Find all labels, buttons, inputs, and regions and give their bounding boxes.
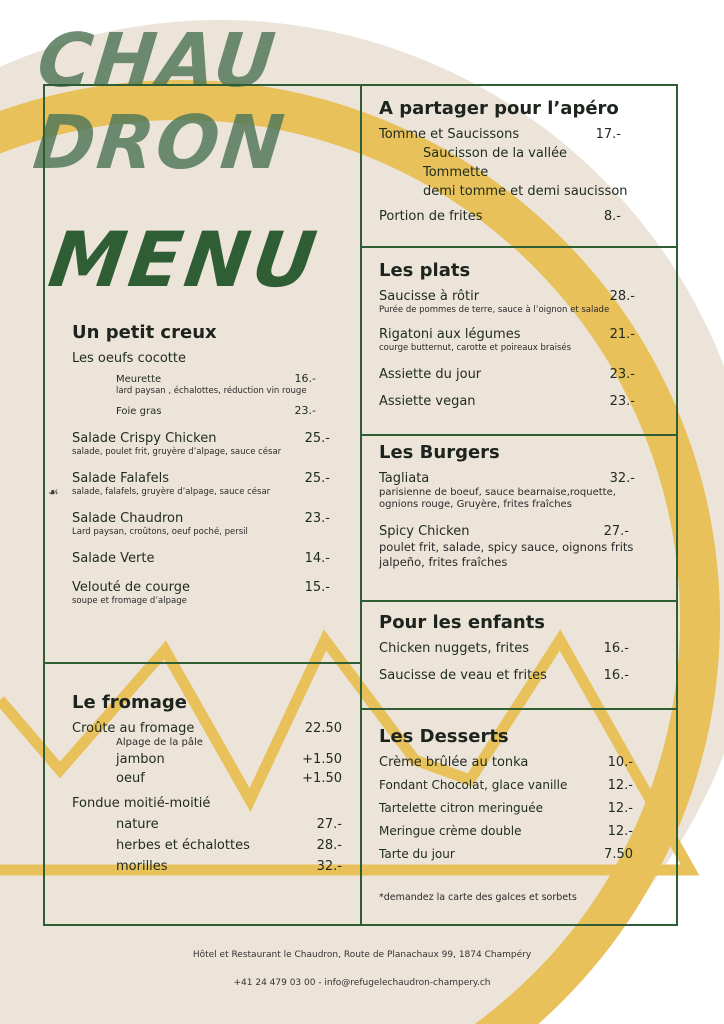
item-description: salade, falafels, gruyère d’alpage, sauce césar <box>72 487 271 497</box>
item-price: 16.- <box>603 641 629 656</box>
item-name: Fondant Chocolat, glace vanille <box>379 778 568 792</box>
section-heading: Le fromage <box>72 692 188 713</box>
item-detail: demi tomme et demi saucisson <box>423 184 628 199</box>
section-heading: Les plats <box>379 260 471 281</box>
item-price: 12.- <box>607 778 633 793</box>
title-dron: DRON <box>29 100 290 186</box>
item-name: Saucisse à rôtir <box>379 289 480 304</box>
item-name: jambon <box>116 752 165 767</box>
item-description: Lard paysan, croûtons, oeuf poché, persil <box>72 527 248 537</box>
item-price: 14.- <box>304 551 330 566</box>
item-price: 23.- <box>294 404 316 417</box>
item-detail: Saucisson de la vallée <box>423 146 568 161</box>
item-name: Salade Crispy Chicken <box>72 431 217 446</box>
item-name: oeuf <box>116 771 145 786</box>
item-name: Tomme et Saucissons <box>379 127 520 142</box>
item-description: poulet frit, salade, spicy sauce, oignons frits <box>379 540 634 554</box>
menu-item <box>72 351 330 366</box>
item-price: 23.- <box>609 367 635 382</box>
footer-contact: +41 24 479 03 00 - info@refugelechaudron-champery.ch <box>233 978 491 988</box>
menu-item <box>72 372 330 417</box>
item-name: Salade Chaudron <box>72 511 184 526</box>
item-description: jalpeño, frites fraîches <box>379 555 508 569</box>
section-enfants <box>379 612 629 683</box>
item-price: 21.- <box>609 327 635 342</box>
section-desserts <box>379 726 633 903</box>
item-name: Salade Verte <box>72 551 155 566</box>
item-price: 8.- <box>603 209 621 224</box>
item-price: 16.- <box>603 668 629 683</box>
menu-item <box>72 580 330 606</box>
item-price: 28.- <box>316 838 342 853</box>
section-petit-creux <box>72 322 330 614</box>
item-name: Assiette vegan <box>379 394 476 409</box>
section-plats <box>379 260 635 409</box>
item-name: Fondue moitié-moitié <box>72 796 211 811</box>
item-description: lard paysan , échalottes, réduction vin rouge <box>116 386 307 396</box>
item-name: Portion de frites <box>379 209 483 224</box>
menu-item <box>72 551 330 566</box>
item-price: 7.50 <box>604 847 633 862</box>
item-price: 27.- <box>316 817 342 832</box>
item-name: Chicken nuggets, frites <box>379 641 530 656</box>
menu-item <box>72 511 330 537</box>
item-name: Tagliata <box>379 471 430 486</box>
item-price: +1.50 <box>302 752 342 767</box>
item-name: Rigatoni aux légumes <box>379 327 521 342</box>
title-menu: MENU <box>43 215 326 304</box>
item-price: 17.- <box>595 127 621 142</box>
item-name: Les oeufs cocotte <box>72 351 186 366</box>
item-price: 16.- <box>294 372 316 385</box>
item-description: Alpage de la pâle <box>116 737 203 748</box>
item-description: ognions rouge, Gruyère, frites fraîches <box>379 499 572 510</box>
item-description: courge butternut, carotte et poireaux braisés <box>379 343 572 353</box>
section-burgers <box>379 442 669 569</box>
item-price: 23.- <box>609 394 635 409</box>
item-description: Purée de pommes de terre, sauce à l’oignon et salade <box>379 305 610 315</box>
item-price: 12.- <box>607 801 633 816</box>
section-apero <box>379 98 651 224</box>
item-price: 10.- <box>607 755 633 770</box>
item-price: 22.50 <box>304 721 342 736</box>
item-price: 28.- <box>609 289 635 304</box>
section-heading: A partager pour l’apéro <box>379 98 619 119</box>
dessert-note: *demandez la carte des galces et sorbets <box>379 892 577 903</box>
item-description: parisienne de boeuf, sauce bearnaise,roquette, <box>379 487 616 498</box>
menu-item <box>72 471 330 497</box>
footer-address: Hôtel et Restaurant le Chaudron, Route de Planachaux 99, 1874 Champéry <box>192 950 532 960</box>
section-heading: Pour les enfants <box>379 612 546 633</box>
menu-item <box>72 431 330 457</box>
item-price: 15.- <box>304 580 330 595</box>
item-name: Tartelette citron meringuée <box>379 801 544 815</box>
item-name: Spicy Chicken <box>379 524 470 539</box>
item-name: Salade Falafels <box>72 471 169 486</box>
section-heading: Un petit creux <box>72 322 217 343</box>
item-name: nature <box>116 817 159 832</box>
section-heading: Les Burgers <box>379 442 500 463</box>
item-price: 23.- <box>304 511 330 526</box>
item-name: Foie gras <box>116 406 162 417</box>
item-name: Tarte du jour <box>379 847 455 861</box>
item-name: Crème brûlée au tonka <box>379 755 529 770</box>
item-name: herbes et échalottes <box>116 838 250 853</box>
title-chau: CHAU <box>33 18 281 104</box>
item-name: Saucisse de veau et frites <box>379 668 547 683</box>
item-price: 32.- <box>609 471 635 486</box>
item-price: +1.50 <box>302 771 342 786</box>
item-name: Meurette <box>116 374 162 385</box>
item-name: Velouté de courge <box>72 580 191 595</box>
item-price: 27.- <box>603 524 629 539</box>
item-description: salade, poulet frit, gruyère d’alpage, sauce césar <box>72 447 282 457</box>
item-name: morilles <box>116 859 168 874</box>
item-price: 25.- <box>304 431 330 446</box>
item-name: Assiette du jour <box>379 367 482 382</box>
item-detail: Tommette <box>423 165 489 180</box>
item-price: 32.- <box>316 859 342 874</box>
item-description: soupe et fromage d’alpage <box>72 596 187 606</box>
vegetarian-leaf-icon: ☙ <box>48 485 59 499</box>
item-price: 12.- <box>607 824 633 839</box>
item-price: 25.- <box>304 471 330 486</box>
section-heading: Les Desserts <box>379 726 509 747</box>
item-name: Meringue crème double <box>379 824 522 838</box>
item-name: Croûte au fromage <box>72 721 195 736</box>
section-fromage <box>72 692 342 874</box>
